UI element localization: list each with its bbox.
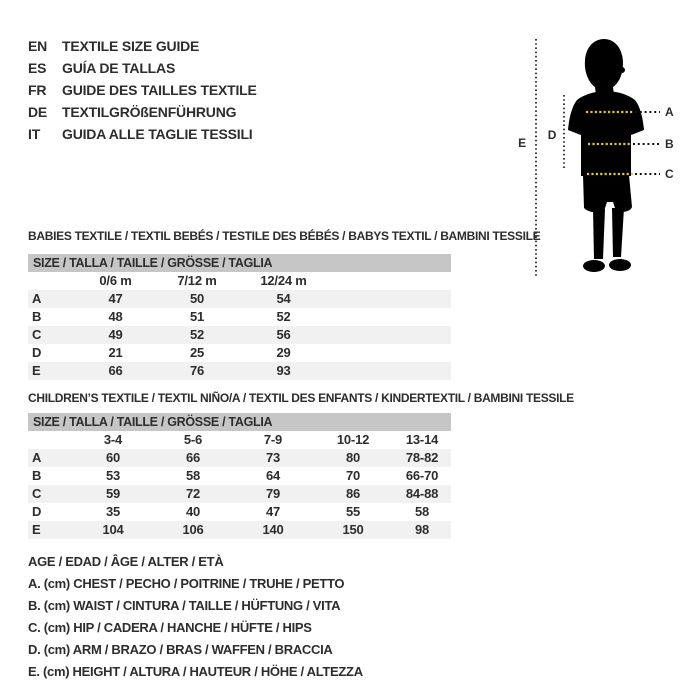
child-measurement-figure bbox=[500, 25, 700, 285]
size-value: 150 bbox=[342, 522, 364, 537]
row-label: A bbox=[32, 450, 42, 465]
row-label: C bbox=[32, 486, 42, 501]
size-value: 104 bbox=[102, 522, 124, 537]
row-label: B bbox=[32, 309, 42, 324]
size-value: 80 bbox=[345, 450, 361, 465]
language-code: IT bbox=[28, 126, 41, 142]
column-header: 7/12 m bbox=[177, 273, 217, 288]
column-header: 3-4 bbox=[103, 432, 123, 447]
size-value: 58 bbox=[185, 468, 201, 483]
size-value: 70 bbox=[345, 468, 361, 483]
size-value: 50 bbox=[189, 291, 205, 306]
row-label: D bbox=[32, 504, 42, 519]
language-row-es bbox=[28, 57, 257, 79]
row-label: E bbox=[32, 522, 41, 537]
measurement-legend bbox=[28, 551, 363, 683]
size-value: 53 bbox=[105, 468, 121, 483]
size-value: 98 bbox=[414, 522, 430, 537]
child-silhouette bbox=[568, 39, 644, 272]
silhouette-ear bbox=[619, 67, 625, 73]
size-value: 76 bbox=[189, 363, 205, 378]
silhouette-right-foot bbox=[609, 259, 631, 271]
table-row bbox=[28, 290, 451, 308]
figure-label-b: B bbox=[665, 137, 674, 151]
size-value: 47 bbox=[108, 291, 123, 306]
silhouette-right-leg bbox=[612, 208, 624, 257]
table-row bbox=[28, 326, 451, 344]
size-value: 35 bbox=[105, 504, 121, 519]
size-value: 59 bbox=[105, 486, 121, 501]
size-value: 79 bbox=[265, 486, 281, 501]
language-row-de bbox=[28, 101, 257, 123]
size-value: 40 bbox=[185, 504, 201, 519]
legend-line-arm: D. (cm) ARM / BRAZO / BRAS / WAFFEN / BRACCIA bbox=[28, 642, 333, 657]
column-header: 7-9 bbox=[263, 432, 283, 447]
language-code: DE bbox=[28, 104, 48, 120]
column-header: 10-12 bbox=[336, 432, 370, 447]
legend-line-waist: B. (cm) WAIST / CINTURA / TAILLE / HÜFTUNG / VITA bbox=[28, 598, 341, 613]
size-value: 66 bbox=[108, 363, 123, 378]
language-row-it bbox=[28, 123, 257, 145]
figure-label-a: A bbox=[665, 105, 674, 119]
legend-line-hip: C. (cm) HIP / CADERA / HANCHE / HÜFTE / HIPS bbox=[28, 620, 312, 635]
language-code: EN bbox=[28, 38, 48, 54]
language-row-fr bbox=[28, 79, 257, 101]
table-row bbox=[28, 344, 451, 362]
language-row-en bbox=[28, 35, 257, 57]
size-value: 21 bbox=[108, 345, 123, 360]
silhouette-shirt bbox=[568, 91, 644, 176]
row-label: A bbox=[32, 291, 42, 306]
language-title: GUIDA ALLE TAGLIE TESSILI bbox=[62, 126, 253, 142]
children-size-bar: SIZE / TALLA / TAILLE / GRÖSSE / TAGLIA bbox=[28, 413, 451, 431]
silhouette-left-foot bbox=[583, 260, 605, 272]
size-value: 78-82 bbox=[405, 450, 439, 465]
table-row bbox=[28, 308, 451, 326]
size-value: 29 bbox=[276, 345, 291, 360]
empty-cell bbox=[28, 272, 73, 290]
size-value: 55 bbox=[345, 504, 361, 519]
size-value: 106 bbox=[182, 522, 204, 537]
figure-label-e: E bbox=[518, 136, 526, 150]
babies-size-bar: SIZE / TALLA / TAILLE / GRÖSSE / TAGLIA bbox=[28, 254, 451, 272]
column-header: 0/6 m bbox=[99, 273, 132, 288]
row-label: D bbox=[32, 345, 42, 360]
children-column-header-row bbox=[28, 431, 451, 449]
size-value: 48 bbox=[108, 309, 123, 324]
column-header: 13-14 bbox=[405, 432, 439, 447]
size-value: 56 bbox=[276, 327, 291, 342]
size-value: 54 bbox=[276, 291, 291, 306]
size-value: 47 bbox=[265, 504, 281, 519]
babies-section-heading: BABIES TEXTILE / TEXTIL BEBÉS / TESTILE DES BÉBÉS / BABYS TEXTIL / BAMBINI TESSILE bbox=[28, 229, 541, 243]
legend-line-age: AGE / EDAD / ÂGE / ALTER / ETÀ bbox=[28, 554, 224, 569]
language-title: TEXTILE SIZE GUIDE bbox=[62, 38, 200, 54]
size-value: 52 bbox=[276, 309, 291, 324]
table-row bbox=[28, 503, 451, 521]
language-list bbox=[28, 35, 257, 145]
size-value: 93 bbox=[276, 363, 291, 378]
babies-column-header-row bbox=[28, 272, 451, 290]
language-code: FR bbox=[28, 82, 47, 98]
row-label: E bbox=[32, 363, 41, 378]
table-row bbox=[28, 362, 451, 380]
size-value: 73 bbox=[265, 450, 281, 465]
language-title: TEXTILGRÖßENFÜHRUNG bbox=[62, 104, 237, 120]
size-value: 25 bbox=[189, 345, 205, 360]
size-value: 84-88 bbox=[405, 486, 439, 501]
size-value: 86 bbox=[345, 486, 361, 501]
size-value: 52 bbox=[189, 327, 205, 342]
babies-size-table bbox=[28, 254, 451, 380]
silhouette-left-leg bbox=[593, 208, 605, 259]
size-value: 51 bbox=[189, 309, 205, 324]
legend-line-chest: A. (cm) CHEST / PECHO / POITRINE / TRUHE / PETTO bbox=[28, 576, 345, 591]
size-value: 60 bbox=[105, 450, 121, 465]
size-value: 58 bbox=[414, 504, 430, 519]
empty-cell bbox=[28, 431, 73, 449]
legend-line-height: E. (cm) HEIGHT / ALTURA / HAUTEUR / HÖHE / ALTEZZA bbox=[28, 664, 363, 679]
table-row bbox=[28, 485, 451, 503]
language-title: GUIDE DES TAILLES TEXTILE bbox=[62, 82, 257, 98]
table-row bbox=[28, 521, 451, 539]
table-row bbox=[28, 467, 451, 485]
size-value: 64 bbox=[265, 468, 281, 483]
children-section-heading: CHILDREN’S TEXTILE / TEXTIL NIÑO/A / TEXTIL DES ENFANTS / KINDERTEXTIL / BAMBINI TESSILE bbox=[28, 391, 574, 405]
column-header: 5-6 bbox=[183, 432, 203, 447]
size-value: 49 bbox=[108, 327, 123, 342]
table-row bbox=[28, 449, 451, 467]
silhouette-head bbox=[585, 39, 623, 95]
column-header: 12/24 m bbox=[260, 273, 307, 288]
size-value: 140 bbox=[262, 522, 284, 537]
children-size-table bbox=[28, 413, 451, 539]
figure-label-c: C bbox=[665, 167, 674, 181]
figure-label-d: D bbox=[547, 128, 557, 142]
silhouette-shorts bbox=[583, 175, 632, 212]
row-label: B bbox=[32, 468, 42, 483]
language-title: GUÍA DE TALLAS bbox=[62, 60, 176, 76]
row-label: C bbox=[32, 327, 42, 342]
size-value: 72 bbox=[185, 486, 201, 501]
size-value: 66-70 bbox=[405, 468, 439, 483]
language-code: ES bbox=[28, 60, 47, 76]
size-value: 66 bbox=[185, 450, 201, 465]
